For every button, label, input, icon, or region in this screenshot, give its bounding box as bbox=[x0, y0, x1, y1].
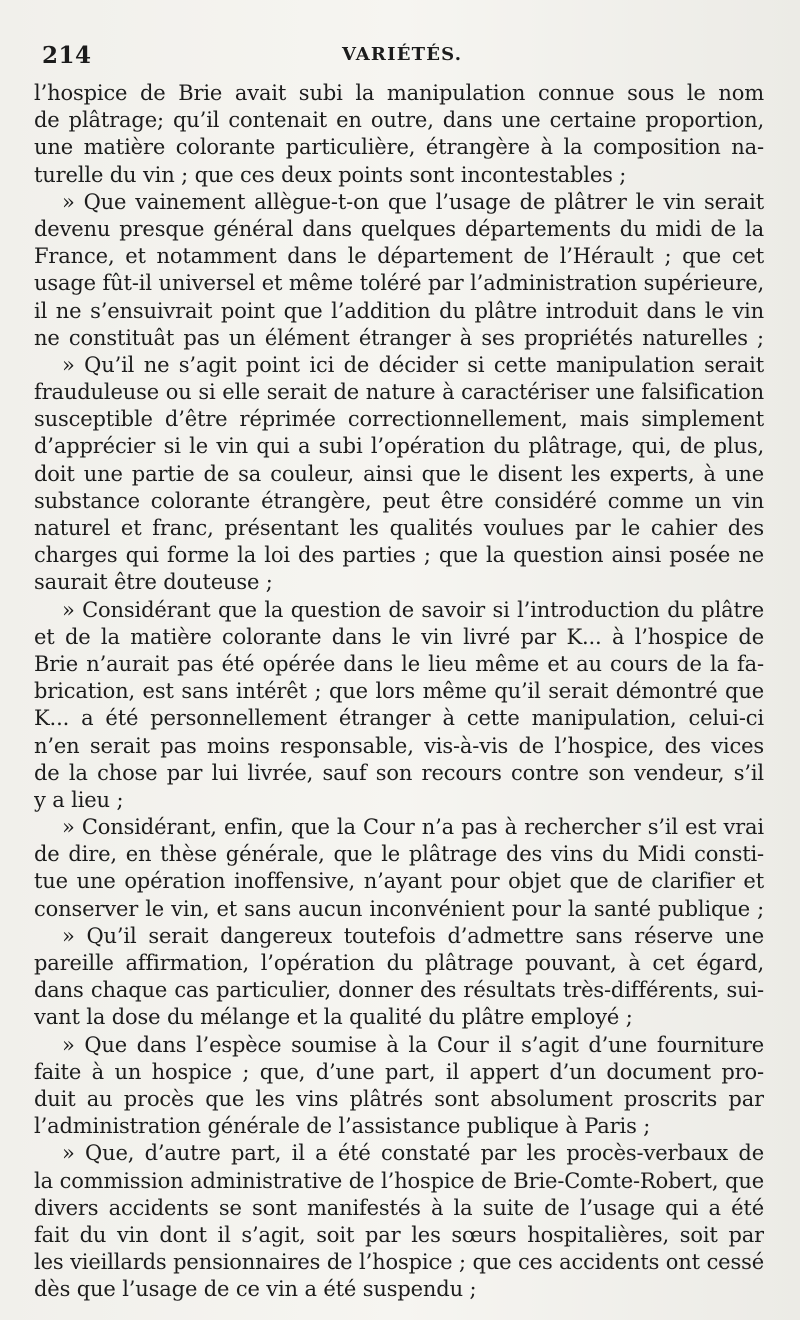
text-line: devenu presque général dans quelques départements du midi de la bbox=[34, 216, 764, 241]
text-line: naturel et franc, présentant les qualités voulues par le cahier des bbox=[34, 516, 764, 540]
text-line: d’apprécier si le vin qui a subi l’opération du plâtrage, qui, de plus, bbox=[34, 434, 764, 459]
text-line: brication, est sans intérêt ; que lors même qu’il serait démontré que bbox=[34, 679, 764, 704]
text-line: saurait être douteuse ; bbox=[34, 570, 273, 595]
text-line: France, et notamment dans le département de l’Hérault ; que cet bbox=[34, 244, 764, 269]
page-header bbox=[42, 42, 752, 72]
text-line: pareille affirmation, l’opération du plâtrage pouvant, à cet égard, bbox=[34, 951, 764, 975]
running-head: VARIÉTÉS. bbox=[342, 44, 463, 65]
text-line: usage fût-il universel et même toléré par l’administration supérieure, bbox=[34, 271, 764, 296]
text-line: » Qu’il ne s’agit point ici de décider si cette manipulation serait bbox=[62, 352, 764, 377]
text-line: turelle du vin ; que ces deux points sont incontestables ; bbox=[34, 162, 627, 187]
text-line: tue une opération inoffensive, n’ayant pour objet que de clarifier et bbox=[34, 869, 764, 894]
text-line: faite à un hospice ; que, d’une part, il appert d’un document pro- bbox=[34, 1059, 764, 1084]
text-line: de plâtrage; qu’il contenait en outre, dans une certaine proportion, bbox=[34, 108, 764, 133]
text-line: l’administration générale de l’assistance publique à Paris ; bbox=[34, 1114, 651, 1139]
text-line: » Qu’il serait dangereux toutefois d’admettre sans réserve une bbox=[62, 923, 764, 948]
text-line: divers accidents se sont manifestés à la suite de l’usage qui a été bbox=[34, 1195, 764, 1220]
text-line: Brie n’aurait pas été opérée dans le lieu même et au cours de la fa- bbox=[34, 651, 764, 676]
text-line: dès que l’usage de ce vin a été suspendu ; bbox=[34, 1277, 477, 1302]
text-line: frauduleuse ou si elle serait de nature à caractériser une falsification bbox=[34, 380, 764, 405]
text-line: vant la dose du mélange et la qualité du plâtre employé ; bbox=[34, 1005, 633, 1030]
text-line: ne constituât pas un élément étranger à ses propriétés naturelles ; bbox=[34, 325, 764, 350]
text-line: une matière colorante particulière, étrangère à la composition na- bbox=[34, 135, 764, 160]
text-line: » Que dans l’espèce soumise à la Cour il s’agit d’une fourniture bbox=[62, 1032, 764, 1057]
text-line: n’en serait pas moins responsable, vis-à-vis de l’hospice, des vices bbox=[34, 733, 764, 758]
text-line: » Que vainement allègue-t-on que l’usage de plâtrer le vin serait bbox=[62, 189, 764, 214]
body-text bbox=[34, 80, 764, 1303]
text-line: les vieillards pensionnaires de l’hospice ; que ces accidents ont cessé bbox=[34, 1250, 764, 1275]
text-line: substance colorante étrangère, peut être considéré comme un vin bbox=[34, 488, 764, 513]
text-line: il ne s’ensuivrait point que l’addition du plâtre introduit dans le vin bbox=[34, 298, 764, 323]
text-line: y a lieu ; bbox=[34, 787, 124, 812]
text-line: conserver le vin, et sans aucun inconvénient pour la santé publique ; bbox=[34, 896, 764, 921]
text-line: K... a été personnellement étranger à cette manipulation, celui-ci bbox=[34, 706, 764, 731]
text-line: » Que, d’autre part, il a été constaté par les procès-verbaux de bbox=[62, 1141, 764, 1166]
text-line: et de la matière colorante dans le vin livré par K... à l’hospice de bbox=[34, 624, 764, 649]
text-line: doit une partie de sa couleur, ainsi que le disent les experts, à une bbox=[34, 461, 764, 486]
text-line: charges qui forme la loi des parties ; que la question ainsi posée ne bbox=[34, 543, 764, 568]
text-line: de dire, en thèse générale, que le plâtrage des vins du Midi consti- bbox=[34, 842, 764, 867]
page-number: 214 bbox=[42, 42, 92, 69]
text-line: de la chose par lui livrée, sauf son recours contre son vendeur, s’il bbox=[34, 760, 764, 785]
text-line: l’hospice de Brie avait subi la manipulation connue sous le nom bbox=[34, 81, 764, 105]
text-line: duit au procès que les vins plâtrés sont absolument proscrits par bbox=[34, 1086, 764, 1111]
text-line: » Considérant, enfin, que la Cour n’a pas à rechercher s’il est vrai bbox=[62, 815, 764, 840]
text-line: dans chaque cas particulier, donner des résultats très-différents, sui- bbox=[34, 978, 764, 1003]
text-line: la commission administrative de l’hospice de Brie-Comte-Robert, que bbox=[34, 1168, 764, 1193]
text-line: fait du vin dont il s’agit, soit par les sœurs hospitalières, soit par bbox=[34, 1222, 764, 1247]
text-line: susceptible d’être réprimée correctionnellement, mais simplement bbox=[34, 407, 764, 432]
text-line: » Considérant que la question de savoir si l’introduction du plâtre bbox=[62, 597, 764, 622]
